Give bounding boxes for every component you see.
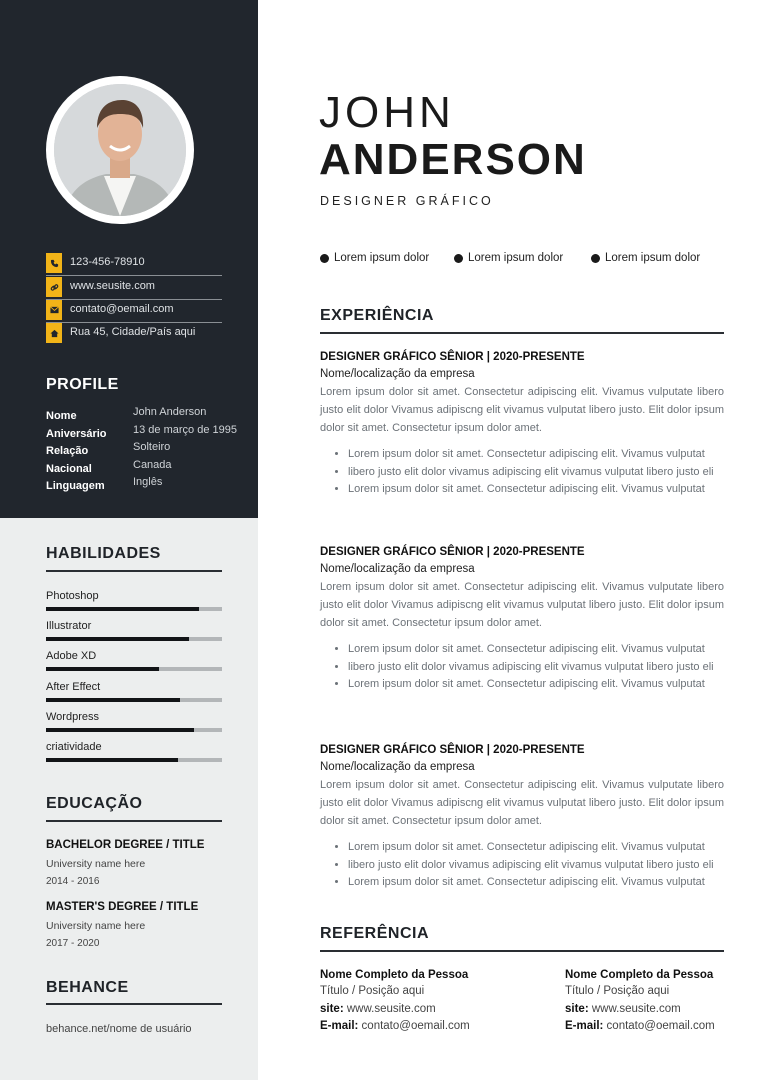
job-role: DESIGNER GRÁFICO SÊNIOR | 2020-PRESENTE [320,744,585,756]
job-company: Nome/localização da empresa [320,563,475,575]
experience-item [320,744,728,892]
contact-phone-text: 123-456-78910 [70,256,145,268]
references-title: REFERÊNCIA [320,925,430,942]
profile-value: Inglês [133,476,163,488]
experience-item [320,351,728,499]
skill-bar-fill [46,728,194,732]
education-divider [46,820,222,822]
profile-value: 13 de março de 1995 [133,423,237,436]
skill-item [46,650,222,680]
education-degree: MASTER'S DEGREE / TITLE [46,901,199,913]
reference-email-value[interactable]: contato@oemail.com [361,1020,470,1032]
experience-item [320,546,728,694]
skill-bar [46,698,222,702]
education-years: 2014 - 2016 [46,876,100,887]
list-item: • libero justo elit dolor vivamus adipiscing elit vivamus vulputat libero justo eli [348,857,728,875]
contact-email-text[interactable]: contato@oemail.com [70,303,174,315]
education-title: EDUCAÇÃO [46,795,143,812]
skill-item [46,620,222,650]
job-summary: Lorem ipsum dolor sit amet. Consectetur adipiscing elit. Vivamus vulputate libero justo elit dolor Vivamus adipiscng elit vivamus vulputat libero justo. Elit dolor ipsum dolor sit amet. Consectetur ipsum dolor amet. [320,386,724,434]
contact-website-text[interactable]: www.seusite.com [70,280,155,292]
job-summary: Lorem ipsum dolor sit amet. Consectetur adipiscing elit. Vivamus vulputate libero justo elit dolor Vivamus adipiscng elit vivamus vulputat libero justo. Elit dolor ipsum dolor sit amet. Consectetur ipsum dolor amet. [320,581,724,629]
reference-site-value[interactable]: www.seusite.com [591,1002,681,1015]
instagram-icon [454,254,463,263]
profile-row [46,406,246,424]
list-item: • Lorem ipsum dolor sit amet. Consectetur adipiscing elit. Vivamus vulputat [348,446,728,464]
social-label[interactable]: Lorem ipsum dolor [334,252,430,264]
profile-row [46,424,246,442]
reference-name: Nome Completo da Pessoa [565,969,714,981]
profile-title: PROFILE [46,376,119,393]
profile-label: Aniversário [46,427,107,440]
social-label[interactable]: Lorem ipsum dolor [605,252,701,264]
reference-site [565,1001,715,1019]
list-item: • Lorem ipsum dolor sit amet. Consectetur adipiscing elit. Vivamus vulputat [348,839,728,857]
home-icon [46,323,62,343]
list-item: • Lorem ipsum dolor sit amet. Consectetur adipiscing elit. Vivamus vulputat [348,676,728,694]
job-bullets [320,641,728,694]
reference-email-value[interactable]: contato@oemail.com [606,1020,715,1032]
link-icon [46,277,62,297]
list-item: • libero justo elit dolor vivamus adipiscing elit vivamus vulputat libero justo eli [348,464,728,482]
job-company: Nome/localização da empresa [320,761,475,773]
contact-website[interactable] [46,277,222,300]
skill-bar-fill [46,758,178,762]
skill-item [46,711,222,741]
profile-row [46,441,246,459]
profile-row [46,459,246,477]
contact-email[interactable] [46,300,222,323]
experience-divider [320,332,724,334]
contact-address [46,323,222,345]
list-item: • Lorem ipsum dolor sit amet. Consectetur adipiscing elit. Vivamus vulputat [348,641,728,659]
education-school: University name here [46,858,146,870]
social-twitter[interactable] [591,252,700,264]
last-name: ANDERSON [319,135,587,184]
education-years: 2017 - 2020 [46,938,100,949]
profile-value: Canada [133,458,172,471]
job-title: DESIGNER GRÁFICO [320,194,494,208]
profile-label: Nome [46,410,77,422]
profile-value: Solteiro [133,441,171,453]
skill-bar [46,728,222,732]
skill-name: Illustrator [46,620,92,633]
skill-bar [46,667,222,671]
profile-label: Linguagem [46,480,105,492]
reference-email [320,1018,470,1036]
skill-name: criatividade [46,740,102,753]
site-label: site: [320,1002,344,1015]
phone-icon [46,253,62,273]
social-instagram[interactable] [454,252,563,264]
skill-name: Adobe XD [46,650,97,663]
skill-name: Photoshop [46,590,99,602]
job-company: Nome/localização da empresa [320,368,475,380]
profile-label: Nacional [46,462,92,475]
skill-bar [46,758,222,762]
twitter-icon [591,254,600,263]
skill-bar-fill [46,698,180,702]
skill-bar-fill [46,667,159,671]
job-bullets [320,839,728,892]
skill-bar-fill [46,607,199,611]
skill-bar-fill [46,637,189,641]
site-label: site: [565,1002,589,1015]
email-label: E-mail: [320,1020,359,1032]
experience-title: EXPERIÊNCIA [320,307,434,324]
education-degree: BACHELOR DEGREE / TITLE [46,839,205,851]
skill-item [46,741,222,771]
reference-card [565,969,715,1036]
first-name: JOHN [319,88,455,137]
reference-site [320,1001,470,1019]
avatar [54,84,186,216]
reference-name: Nome Completo da Pessoa [320,969,469,981]
list-item: • libero justo elit dolor vivamus adipiscing elit vivamus vulputat libero justo eli [348,659,728,677]
skills-list [46,590,222,771]
profile-label: Relação [46,445,89,457]
behance-divider [46,1003,222,1005]
behance-link[interactable]: behance.net/nome de usuário [46,1023,192,1035]
skill-name: Wordpress [46,710,99,723]
social-facebook[interactable] [320,252,429,264]
job-role: DESIGNER GRÁFICO SÊNIOR | 2020-PRESENTE [320,546,585,558]
skill-name: After Effect [46,680,101,693]
reference-email [565,1018,715,1036]
skills-title: HABILIDADES [46,545,161,562]
skills-divider [46,570,222,572]
mail-icon [46,300,62,320]
references-divider [320,950,724,952]
social-label[interactable]: Lorem ipsum dolor [468,252,564,264]
facebook-icon [320,254,329,263]
reference-site-value[interactable]: www.seusite.com [346,1002,436,1015]
skill-bar [46,607,222,611]
profile-table [46,406,246,494]
email-label: E-mail: [565,1020,604,1032]
skill-item [46,590,222,620]
behance-title: BEHANCE [46,979,129,996]
job-bullets [320,446,728,499]
skill-bar [46,637,222,641]
profile-row [46,476,246,494]
reference-card [320,969,470,1036]
profile-value: John Anderson [133,406,207,418]
skill-item [46,681,222,711]
job-summary: Lorem ipsum dolor sit amet. Consectetur adipiscing elit. Vivamus vulputate libero justo elit dolor Vivamus adipiscng elit vivamus vulputat libero justo. Elit dolor ipsum dolor sit amet. Consectetur ipsum dolor amet. [320,779,724,827]
education-school: University name here [46,920,146,932]
contact-phone [46,253,222,276]
reference-role: Título / Posição aqui [565,985,670,997]
contact-address-text: Rua 45, Cidade/País aqui [70,326,196,338]
reference-role: Título / Posição aqui [320,985,425,997]
list-item: • Lorem ipsum dolor sit amet. Consectetur adipiscing elit. Vivamus vulputat [348,481,728,499]
list-item: • Lorem ipsum dolor sit amet. Consectetur adipiscing elit. Vivamus vulputat [348,874,728,892]
job-role: DESIGNER GRÁFICO SÊNIOR | 2020-PRESENTE [320,351,585,363]
